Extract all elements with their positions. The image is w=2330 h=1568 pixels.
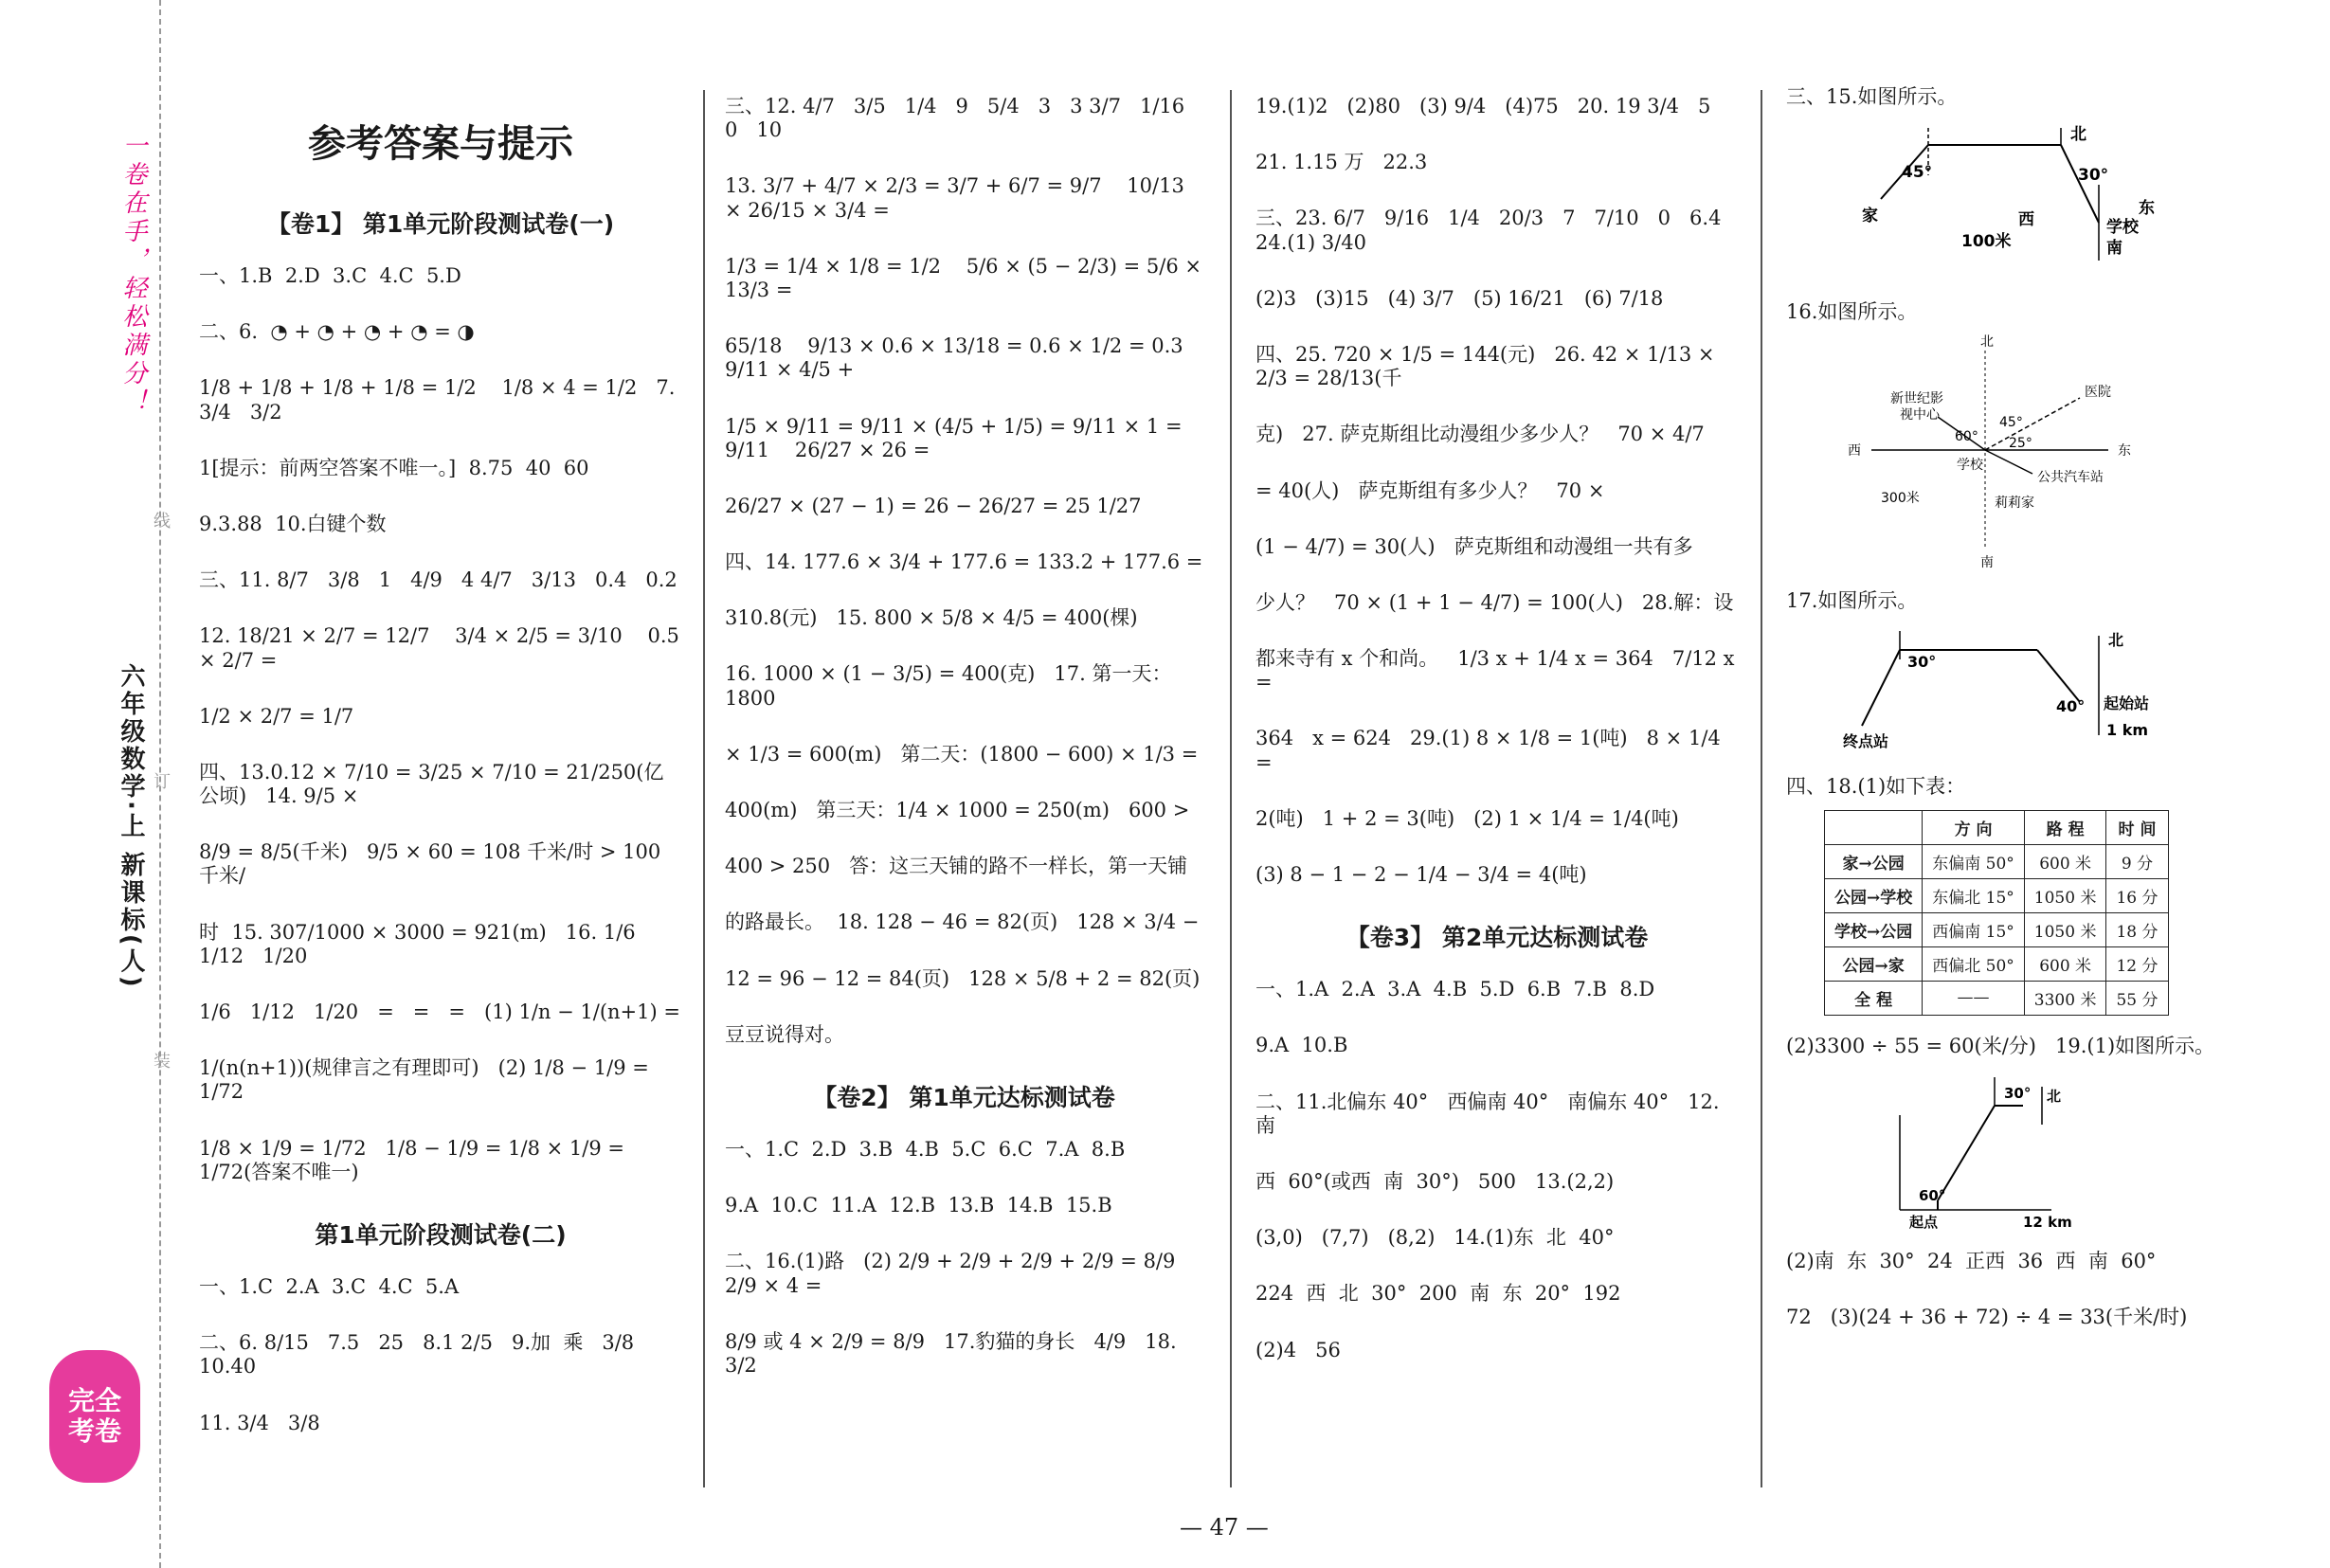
column-divider <box>1230 90 1232 1487</box>
answer-line: 四、13.0.12 × 7/10 = 3/25 × 7/10 = 21/250(亿公顷) 14. 9/5 × <box>199 760 664 808</box>
answer-line: 克) 27. 萨克斯组比动漫组少多少人？ 70 × 4/7 <box>1255 423 1705 446</box>
logo-text: 考卷 <box>67 1415 121 1447</box>
table-header: 方 向 <box>1923 810 2025 844</box>
label-start-station: 起始站 <box>2104 694 2150 712</box>
direction-diagram-19 <box>1843 1068 2127 1229</box>
answer-line: 一、1.C 2.A 3.C 4.C 5.A <box>199 1274 460 1298</box>
answer-line: 9.3.88 10.白键个数 <box>199 512 387 535</box>
answer-line: 1/8 × 1/9 = 1/72 1/8 − 1/9 = 1/8 × 1/9 = 1/72(答案不唯一) <box>199 1136 631 1183</box>
section-heading: 【卷3】 第2单元达标测试卷 <box>1346 924 1649 952</box>
answer-line: 310.8(元) 15. 800 × 5/8 × 4/5 = 400(棵) <box>725 606 1138 630</box>
spine-title: 六年级数学·上 新课标(人) <box>117 663 145 990</box>
label-angle: 40° <box>2056 696 2086 715</box>
answer-line: 1/3 = 1/4 × 1/8 = 1/2 5/6 × (5 − 2/3) = 5/6 × 13/3 = <box>725 254 1208 301</box>
label-center: 新世纪影 <box>1890 391 1943 407</box>
answer-line: 65/18 9/13 × 0.6 × 13/18 = 0.6 × 1/2 = 0.3 9/11 × 4/5 + <box>725 334 1209 382</box>
page-number: — 47 — <box>1180 1514 1269 1541</box>
label-lili-home: 莉莉家 <box>1995 496 2034 512</box>
answer-line: 400 > 250 答：这三天铺的路不一样长，第一天铺 <box>725 855 1188 878</box>
answer-line: 1/2 × 2/7 = 1/7 <box>199 704 354 728</box>
column-divider <box>703 90 705 1487</box>
answer-line: 二、11.北偏东 40° 西偏南 40° 南偏东 40° 12.南 <box>1255 1090 1720 1137</box>
label-angle: 30° <box>2078 166 2109 186</box>
answer-line: 26/27 × (27 − 1) = 26 − 26/27 = 25 1/27 <box>725 494 1142 517</box>
answer-line: 8/9 = 8/5(千米) 9/5 × 60 = 108 千米/时 > 100 千米/ <box>199 840 667 888</box>
table-row <box>1825 844 2169 878</box>
answer-line: 9.A 10.C 11.A 12.B 13.B 14.B 15.B <box>725 1194 1112 1217</box>
label-angle: 30° <box>1907 652 1937 671</box>
label-angle: 60° <box>1919 1186 1946 1204</box>
answer-line: 400(m) 第三天：1/4 × 1000 = 250(m) 600 > <box>725 799 1190 821</box>
answer-line: 三、11. 8/7 3/8 1 4/9 4 4/7 3/13 0.4 0.2 <box>199 568 677 592</box>
label-end-station: 终点站 <box>1843 731 1889 750</box>
answer-line: (2)4 56 <box>1255 1338 1341 1361</box>
table-cell: 东偏南 50° <box>1923 844 2025 878</box>
answer-line: 三、23. 6/7 9/16 1/4 20/3 7 7/10 0 6.4 24.(1) 3/40 <box>1255 207 1741 254</box>
answer-line: 1/8 + 1/8 + 1/8 + 1/8 = 1/2 1/8 × 4 = 1/2 7. 3/4 3/2 <box>199 376 682 424</box>
answer-line: 17.如图所示。 <box>1786 589 1918 613</box>
answer-line: 都来寺有 x 个和尚。 1/3 x + 1/4 x = 364 7/12 x = <box>1255 647 1742 694</box>
scale-label: 100米 <box>1961 232 2012 252</box>
answer-line: 少人？ 70 × (1 + 1 − 4/7) = 100(人) 28.解：设 <box>1255 590 1734 614</box>
table-cell: 16 分 <box>2106 878 2168 912</box>
label-school: 学校 <box>2106 218 2139 238</box>
answer-line: 时 15. 307/1000 × 3000 = 921(m) 16. 1/6 1/12 1/20 <box>199 920 655 967</box>
column-1 <box>199 76 686 1502</box>
cut-mark: 线 <box>151 512 171 529</box>
label-north: 北 <box>2108 630 2124 649</box>
table-row <box>1825 912 2169 946</box>
cut-line <box>159 0 161 1568</box>
label-school: 学校 <box>1957 458 1983 474</box>
table-cell: 55 分 <box>2106 981 2168 1015</box>
label-south: 南 <box>2106 239 2122 259</box>
answer-line: (2)3300 ÷ 55 = 60(米/分) 19.(1)如图所示。 <box>1786 1034 2215 1057</box>
answer-line: 一、1.B 2.D 3.C 4.C 5.D <box>199 264 461 287</box>
answer-line: 1/6 1/12 1/20 = = = (1) 1/n − 1/(n+1) = <box>199 1000 680 1023</box>
answer-line: 9.A 10.B <box>1255 1034 1348 1057</box>
label-angle: 25° <box>2009 436 2032 452</box>
table-cell: 9 分 <box>2106 844 2168 878</box>
answer-line: 1/5 × 9/11 = 9/11 × (4/5 + 1/5) = 9/11 × 1 = 9/11 26/27 × 26 = <box>725 414 1189 461</box>
table-cell: 公园→学校 <box>1825 878 1923 912</box>
binding-margin <box>0 0 171 1568</box>
slogan: 一卷在手，轻松满分！ <box>118 133 147 417</box>
label-center: 视中心 <box>1900 407 1940 424</box>
scale-label: 300米 <box>1881 491 1920 507</box>
answer-line: 1/(n(n+1))(规律言之有理即可) (2) 1/8 − 1/9 = 1/72 <box>199 1056 656 1104</box>
table-cell: 学校→公园 <box>1825 912 1923 946</box>
label-north: 北 <box>2070 125 2086 145</box>
answer-line: 四、14. 177.6 × 3/4 + 177.6 = 133.2 + 177.6 = <box>725 550 1203 574</box>
label-north: 北 <box>2047 1087 2062 1105</box>
cut-mark: 装 <box>151 1052 171 1069</box>
table-cell: 1050 米 <box>2024 912 2106 946</box>
answer-line: 三、15.如图所示。 <box>1786 85 1958 108</box>
label-west: 西 <box>2018 210 2034 230</box>
answer-line: 12 = 96 − 12 = 84(页) 128 × 5/8 + 2 = 82(页) <box>725 966 1201 990</box>
column-4 <box>1786 85 2312 1502</box>
answer-line: 二、6. ◔ + ◔ + ◔ + ◔ = ◑ <box>199 320 475 344</box>
table-header: 时 间 <box>2106 810 2168 844</box>
table-cell: 西偏南 15° <box>1923 912 2025 946</box>
table-cell: 全 程 <box>1825 981 1923 1015</box>
label-hospital: 医院 <box>2085 385 2111 401</box>
answer-line: 1[提示：前两空答案不唯一。] 8.75 40 60 <box>199 456 589 479</box>
logo-text: 完全 <box>67 1385 121 1416</box>
answer-line: 二、6. 8/15 7.5 25 8.1 2/5 9.加 乘 3/8 10.40 <box>199 1331 654 1379</box>
label-home: 家 <box>1862 207 1878 226</box>
label-west: 西 <box>1848 443 1861 460</box>
table-header-row <box>1825 810 2169 844</box>
answer-line: 8/9 或 4 × 2/9 = 8/9 17.豹猫的身长 4/9 18. 3/2 <box>725 1329 1183 1377</box>
scale-label: 12 km <box>2023 1213 2072 1229</box>
direction-diagram-15 <box>1843 118 2156 279</box>
label-south: 南 <box>1980 555 1994 569</box>
answer-line: = 40(人) 萨克斯组有多少人？ 70 × <box>1255 478 1605 502</box>
section-heading: 【卷2】 第1单元达标测试卷 <box>813 1083 1115 1111</box>
section-heading: 第1单元阶段测试卷(二) <box>315 1220 567 1249</box>
table-cell: —— <box>1923 981 2025 1015</box>
table-cell: 1050 米 <box>2024 878 2106 912</box>
answer-line: 224 西 北 30° 200 南 东 20° 192 <box>1255 1282 1621 1306</box>
column-divider <box>1761 90 1762 1487</box>
table-row <box>1825 878 2169 912</box>
table-row <box>1825 946 2169 981</box>
table-cell: 18 分 <box>2106 912 2168 946</box>
table-cell: 12 分 <box>2106 946 2168 981</box>
answer-line: 12. 18/21 × 2/7 = 12/7 3/4 × 2/5 = 3/10 0.5 × 2/7 = <box>199 624 686 672</box>
answer-line: × 1/3 = 600(m) 第二天：(1800 − 600) × 1/3 = <box>725 742 1199 766</box>
answer-line: (3,0) (7,7) (8,2) 14.(1)东 北 40° <box>1255 1226 1615 1250</box>
answer-line: 一、1.C 2.D 3.B 4.B 5.C 6.C 7.A 8.B <box>725 1137 1126 1161</box>
answer-line: 西 60°(或西 南 30°) 500 13.(2,2) <box>1255 1169 1615 1193</box>
label-east: 东 <box>2139 199 2155 219</box>
column-3 <box>1255 95 1742 1502</box>
section-heading: 【卷1】 第1单元阶段测试卷(一) <box>266 210 615 238</box>
label-angle: 30° <box>2004 1084 2032 1102</box>
answer-line: 二、16.(1)路 (2) 2/9 + 2/9 + 2/9 + 2/9 = 8/9 2/9 × 4 = <box>725 1250 1201 1297</box>
answer-line: 四、25. 720 × 1/5 = 144(元) 26. 42 × 1/13 × 2/3 = 28/13(千 <box>1255 342 1722 390</box>
label-angle: 45° <box>1902 163 1933 183</box>
answer-line: 一、1.A 2.A 3.A 4.B 5.D 6.B 7.B 8.D <box>1255 978 1655 1001</box>
direction-diagram-16 <box>1843 332 2156 568</box>
table-cell: 西偏北 50° <box>1923 946 2025 981</box>
table-cell: 东偏北 15° <box>1923 878 2025 912</box>
answer-line: 2(吨) 1 + 2 = 3(吨) (2) 1 × 1/4 = 1/4(吨) <box>1255 806 1679 830</box>
answer-line: 364 x = 624 29.(1) 8 × 1/8 = 1(吨) 8 × 1/4 = <box>1255 727 1727 774</box>
table-header: 路 程 <box>2024 810 2106 844</box>
table-cell: 600 米 <box>2024 946 2106 981</box>
label-angle: 60° <box>1955 429 1978 445</box>
answer-line: (3) 8 − 1 − 2 − 1/4 − 3/4 = 4(吨) <box>1255 863 1587 886</box>
answer-line: (2)3 (3)15 (4) 3/7 (5) 16/21 (6) 7/18 <box>1255 286 1664 310</box>
scale-label: 1 km <box>2106 720 2149 739</box>
direction-diagram-17 <box>1843 622 2156 754</box>
table-cell: 家→公园 <box>1825 844 1923 878</box>
table-cell: 600 米 <box>2024 844 2106 878</box>
table-cell: 3300 米 <box>2024 981 2106 1015</box>
answer-line: 三、12. 4/7 3/5 1/4 9 5/4 3 3 3/7 1/16 0 10 <box>725 95 1204 142</box>
route-table <box>1824 810 2169 1016</box>
label-east: 东 <box>2118 443 2131 460</box>
table-cell: 公园→家 <box>1825 946 1923 981</box>
table-row <box>1825 981 2169 1015</box>
answer-line: 四、18.(1)如下表： <box>1786 774 1966 798</box>
answer-line: 的路最长。 18. 128 − 46 = 82(页) 128 × 3/4 − <box>725 910 1200 934</box>
answer-line: 13. 3/7 + 4/7 × 2/3 = 3/7 + 6/7 = 9/7 10/13 × 26/15 × 3/4 = <box>725 174 1191 222</box>
brand-logo <box>49 1350 140 1483</box>
answer-line: 豆豆说得对。 <box>725 1022 844 1046</box>
answer-line: (1 − 4/7) = 30(人) 萨克斯组和动漫组一共有多 <box>1255 534 1693 558</box>
answer-line: 19.(1)2 (2)80 (3) 9/4 (4)75 20. 19 3/4 5 <box>1255 95 1711 117</box>
label-north: 北 <box>1980 334 1994 351</box>
column-2 <box>725 95 1209 1502</box>
answer-line: (2)南 东 30° 24 正西 36 西 南 60° <box>1786 1249 2157 1272</box>
label-angle: 45° <box>1999 415 2023 431</box>
table-header <box>1825 810 1923 844</box>
answer-line: 21. 1.15 万 22.3 <box>1255 151 1428 174</box>
answer-line: 72 (3)(24 + 36 + 72) ÷ 4 = 33(千米/时) <box>1786 1306 2188 1329</box>
label-bus-stop: 公共汽车站 <box>2037 470 2104 486</box>
cut-mark: 订 <box>151 772 171 789</box>
answer-line: 16.如图所示。 <box>1786 300 1918 324</box>
label-start: 起点 <box>1909 1213 1939 1229</box>
answer-line: 11. 3/4 3/8 <box>199 1411 320 1434</box>
answer-line: 16. 1000 × (1 − 3/5) = 400(克) 17. 第一天：1800 <box>725 662 1172 710</box>
page-title: 参考答案与提示 <box>308 122 573 166</box>
